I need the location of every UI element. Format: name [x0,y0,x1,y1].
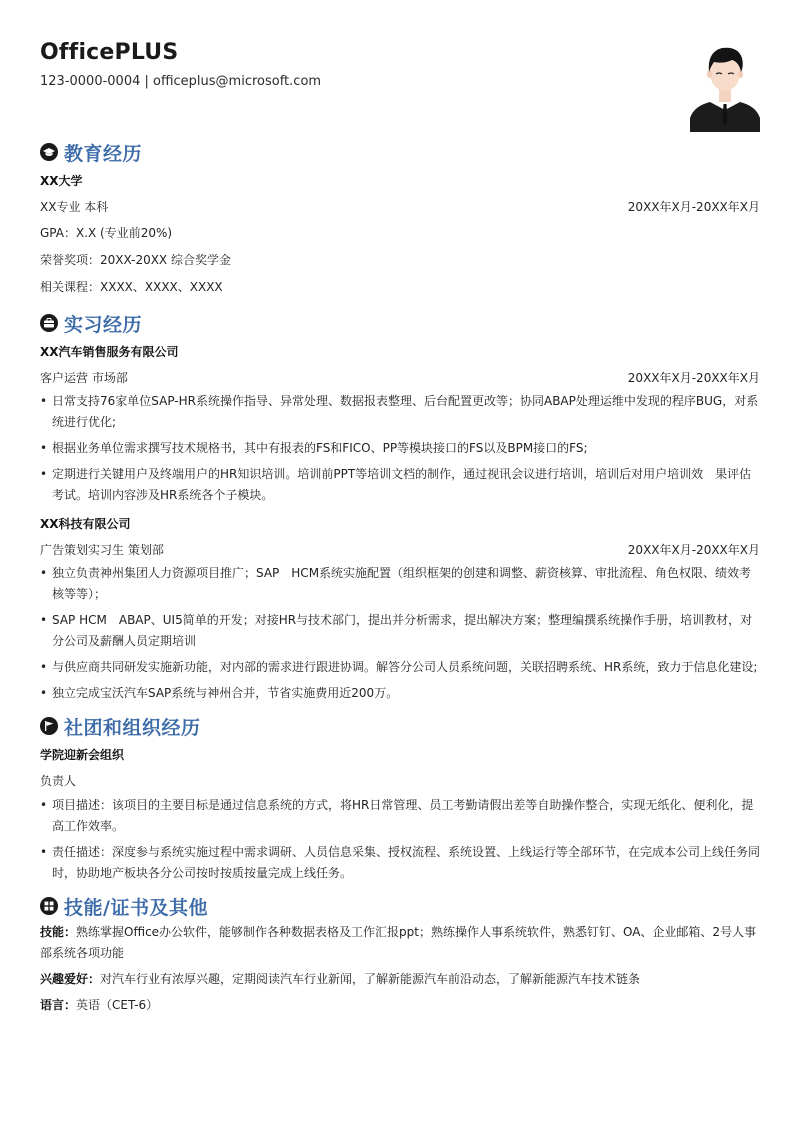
graduation-cap-icon [40,143,58,161]
resume-page [40,0,760,1021]
job-role: 广告策划实习生 策划部 [40,543,164,557]
avatar [690,40,760,132]
education-section [40,138,760,301]
role-row [40,365,760,391]
job-entry [40,339,760,506]
list-item: • SAP HCM ABAP、UI5简单的开发；对接HR与技术部门，提出并分析需求，提出解决方案；整理编撰系统操作手册，培训教材，对分公司及薪酬人员定期培训 [40,610,760,652]
interests-entry [40,969,760,990]
candidate-name: OfficePLUS [40,40,179,65]
skills-entry [40,922,760,964]
list-item: • 根据业务单位需求撰写技术规格书，其中有报表的FS和FICO、PP等模块接口的FS以及BPM接口的FS; [40,438,760,459]
list-item: • 日常支持76家单位SAP-HR系统操作指导、异常处理、数据报表整理、后台配置更改等；协同ABAP处理运维中发现的程序BUG，对系统进行优化; [40,391,760,433]
education-heading [40,138,760,166]
entry-label: 语言： [40,998,77,1012]
role-row [40,537,760,563]
club-section [40,712,760,884]
entry-text: 熟练掌握Office办公软件，能够制作各种数据表格及工作汇报ppt；熟练操作人事系统软件，熟悉钉钉、OA、企业邮箱、2号人事部系统各项功能 [40,925,757,960]
skills-heading [40,892,760,920]
job-bullets [40,391,760,506]
company-name: XX汽车销售服务有限公司 [40,345,179,359]
entry-text: 英语（CET-6） [76,998,159,1012]
entry-label: 兴趣爱好： [40,972,101,986]
club-heading [40,712,760,740]
list-item: • 定期进行关键用户及终端用户的HR知识培训。培训前PPT等培训文档的制作，通过视讯会议进行培训，培训后对用户培训效 果评估考试。培训内容涉及HR系统各个子模块。 [40,464,760,506]
gpa: GPA：X.X (专业前20%) [40,226,173,240]
courses: 相关课程：XXXX、XXXX、XXXX [40,280,223,294]
education-date: 20XX年X月-20XX年X月 [627,200,760,214]
contact-info: 123-0000-0004 | officeplus@microsoft.com [40,74,322,89]
skills-section [40,892,760,1016]
list-item: • 独立完成宝沃汽车SAP系统与神州合并，节省实施费用近200万。 [40,683,760,704]
grid-icon [40,897,58,915]
list-item: • 项目描述：该项目的主要目标是通过信息系统的方式，将HR日常管理、员工考勤请假出差等自助操作整合，实现无纸化、便利化，提高工作效率。 [40,795,760,837]
internship-heading [40,309,760,337]
list-item: • 责任描述：深度参与系统实施过程中需求调研、人员信息采集、授权流程、系统设置、上线运行等全部环节，在完成本公司上线任务同时，协助地产板块各分公司按时按质按量完成上线任务。 [40,842,760,884]
major-row [40,194,760,220]
job-date: 20XX年X月-20XX年X月 [627,371,760,385]
club-org: 学院迎新会组织 [40,748,125,762]
club-title: 社团和组织经历 [64,716,201,739]
entry-label: 技能： [40,925,77,939]
club-role: 负责人 [40,774,77,788]
club-bullets [40,795,760,884]
job-bullets [40,563,760,704]
skills-title: 技能/证书及其他 [64,896,208,919]
job-entry [40,511,760,704]
internship-section [40,309,760,704]
language-entry [40,995,760,1016]
internship-title: 实习经历 [64,313,143,336]
briefcase-icon [40,314,58,332]
school-name: XX大学 [40,174,83,188]
major-degree: XX专业 本科 [40,200,109,214]
education-title: 教育经历 [64,142,143,165]
list-item: • 独立负责神州集团人力资源项目推广；SAP HCM系统实施配置（组织框架的创建和调整、薪资核算、审批流程、角色权限、绩效考核等等）； [40,563,760,605]
job-date: 20XX年X月-20XX年X月 [627,543,760,557]
company-name: XX科技有限公司 [40,517,131,531]
job-role: 客户运营 市场部 [40,371,128,385]
list-item: • 与供应商共同研发实施新功能，对内部的需求进行跟进协调。解答分公司人员系统问题，关联招聘系统、HR系统，致力于信息化建设; [40,657,760,678]
entry-text: 对汽车行业有浓厚兴趣，定期阅读汽车行业新闻，了解新能源汽车前沿动态，了解新能源汽车技术链条 [100,972,641,986]
flag-icon [40,717,58,735]
honors: 荣誉奖项：20XX-20XX 综合奖学金 [40,253,231,267]
resume-header [40,0,760,130]
